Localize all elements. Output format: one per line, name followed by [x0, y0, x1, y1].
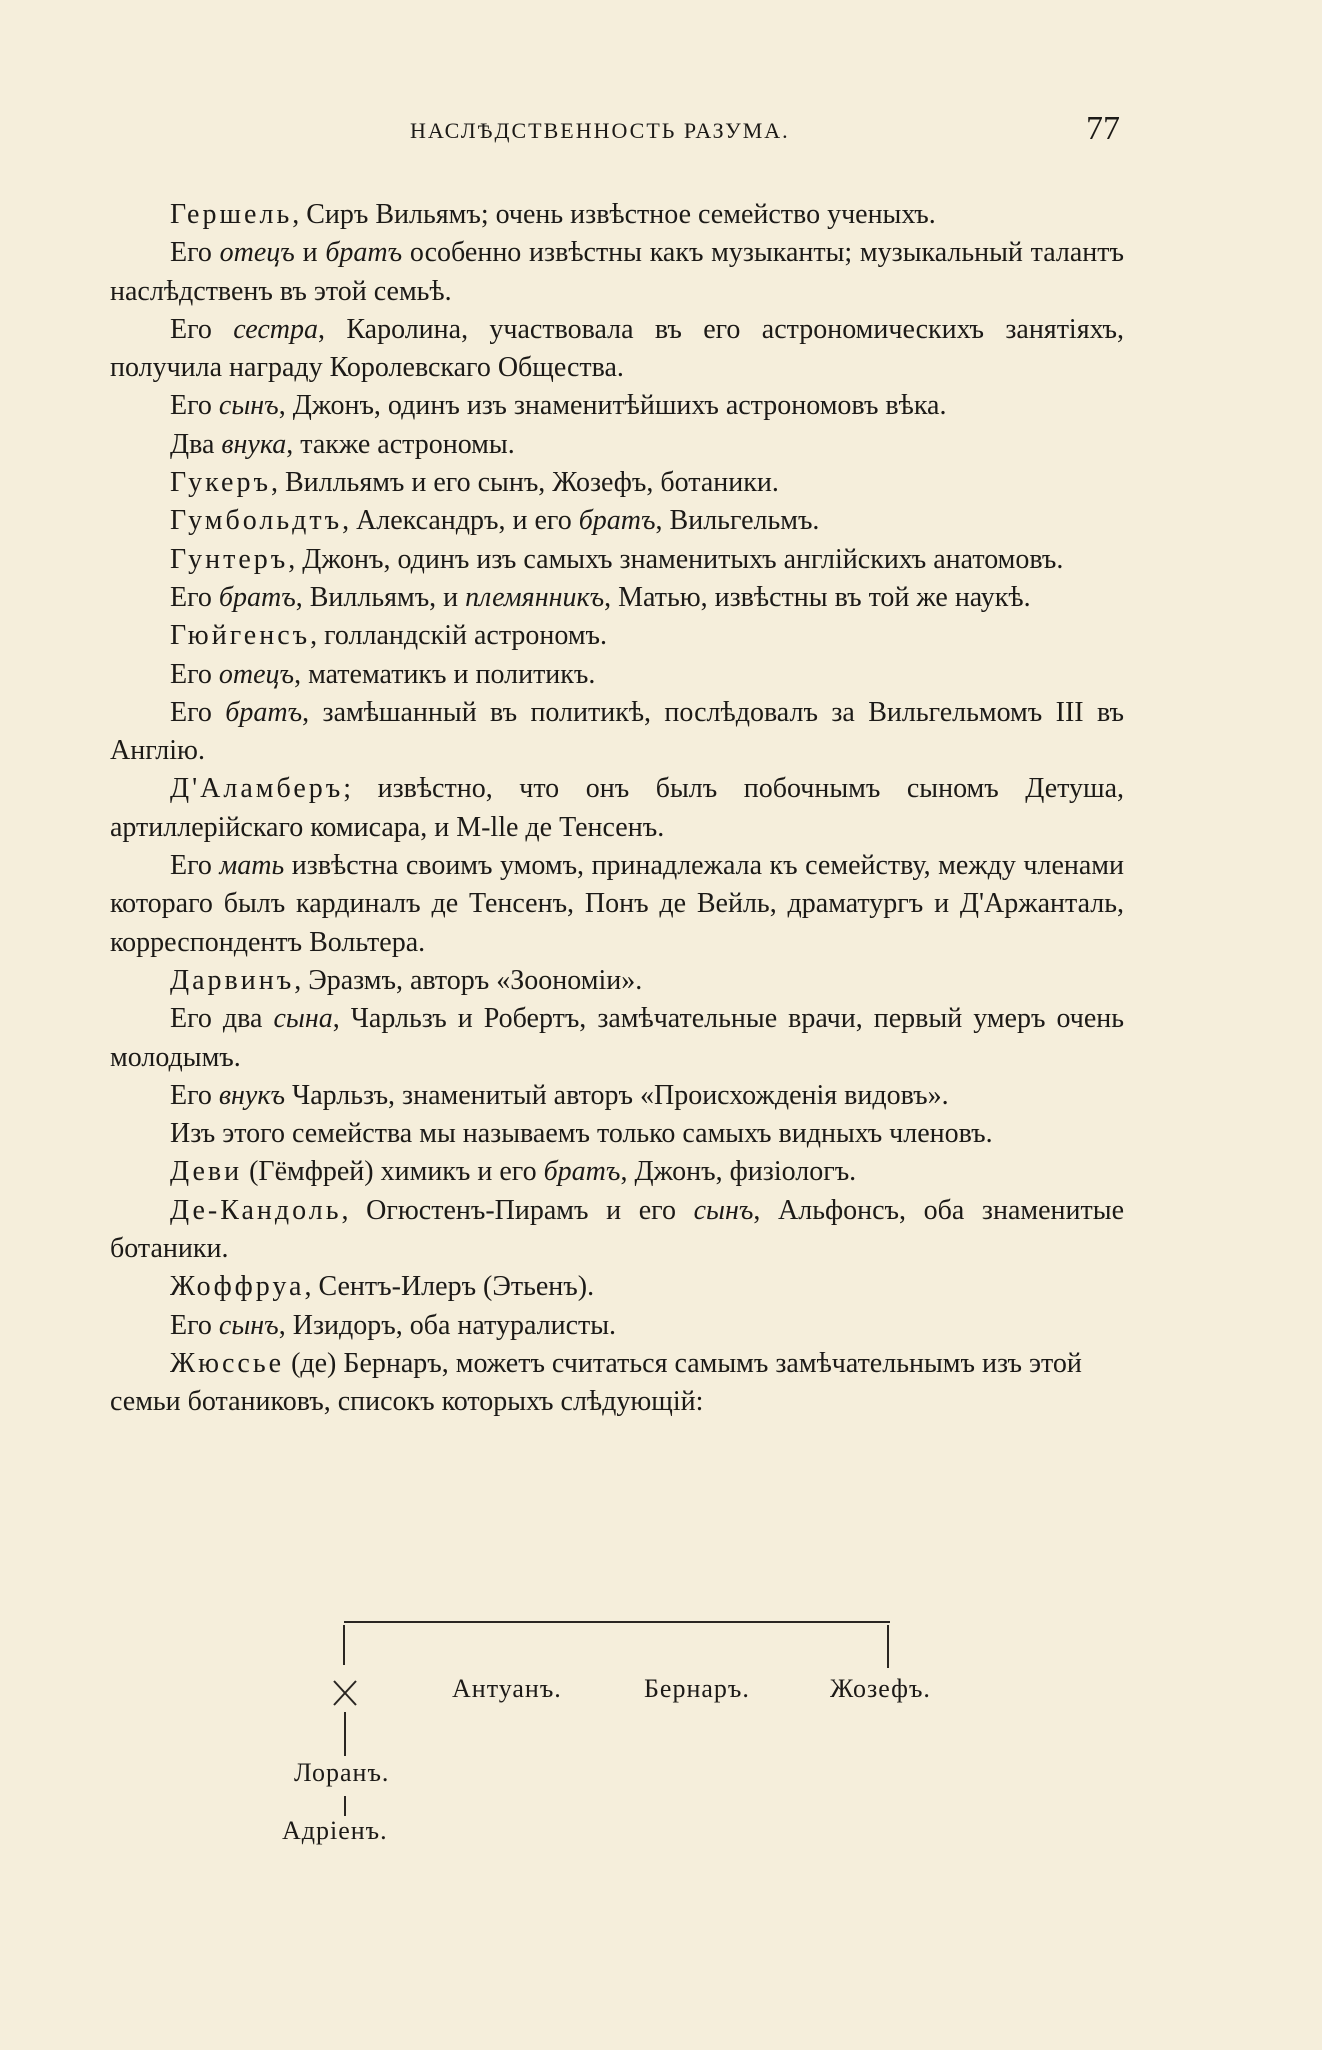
paragraph — [110, 847, 1124, 962]
spaced-name: Деви — [170, 1156, 243, 1188]
italic-emphasis: сынъ — [218, 1309, 279, 1341]
paragraph — [110, 1115, 1124, 1153]
text-run: Его — [170, 696, 226, 728]
paragraph — [110, 617, 1124, 655]
text-run: , Вилльямъ и его сынъ, Жозефъ, ботаники. — [270, 467, 779, 499]
text-run: Его — [170, 581, 219, 613]
italic-emphasis: сынъ — [218, 390, 279, 422]
text-run: , Вилльямъ, и — [295, 581, 466, 613]
paragraph — [110, 464, 1124, 502]
italic-emphasis: братъ — [325, 237, 403, 269]
text-run: Изъ этого семейства мы называемъ только самыхъ видныхъ членовъ. — [170, 1118, 993, 1150]
text-run: , Джонъ, физіологъ. — [620, 1156, 857, 1188]
tree-son-laurent: Лоранъ. — [294, 1758, 390, 1787]
spaced-name: Де-Кандоль — [170, 1194, 342, 1226]
paragraph — [110, 1000, 1124, 1077]
paragraph — [110, 656, 1124, 694]
tree-sibling-joseph: Жозефъ. — [830, 1674, 931, 1703]
spaced-name: Гюйгенсъ — [170, 620, 311, 652]
text-run: , Альфонсъ, оба знаменитые ботаники. — [110, 1194, 1124, 1265]
text-run: , Вильгельмъ. — [655, 505, 820, 537]
italic-emphasis: внука — [221, 428, 287, 460]
italic-emphasis: братъ — [578, 505, 656, 537]
paragraph — [110, 426, 1124, 464]
italic-emphasis: сынъ — [693, 1194, 754, 1226]
paragraph — [110, 387, 1124, 425]
text-run: , Джонъ, одинъ изъ самыхъ знаменитыхъ англійскихъ анатомовъ. — [288, 543, 1064, 575]
italic-emphasis: отецъ — [219, 237, 295, 269]
text-run: , также астрономы. — [286, 428, 515, 460]
text-run: Его — [170, 313, 234, 345]
text-run: , Эразмъ, авторъ «Зоономіи». — [294, 964, 643, 996]
text-run: , математикъ и политикъ. — [294, 658, 596, 690]
italic-emphasis: племянникъ — [465, 581, 605, 613]
text-run: Его — [170, 850, 220, 882]
paragraph — [110, 502, 1124, 540]
tree-sibling-bernard: Бернаръ. — [644, 1674, 750, 1703]
text-run: , голландскій астрономъ. — [310, 620, 608, 652]
paragraph — [110, 1307, 1124, 1345]
text-run: , Огюстенъ-Пирамъ и его — [341, 1194, 694, 1226]
text-run: ; извѣстно, что онъ былъ побочнымъ сыномъ Детуша, артиллерійскаго комисара, и M-lle де Тенсенъ. — [110, 773, 1124, 843]
paragraph — [110, 770, 1124, 847]
italic-emphasis: сестра — [233, 313, 318, 345]
text-run: (де) Бернаръ, можетъ считаться самымъ замѣчательнымъ изъ этой семьи ботаниковъ, списокъ которыхъ слѣдующій: — [110, 1347, 1082, 1418]
italic-emphasis: братъ — [218, 581, 296, 613]
spaced-name: Гумбольдтъ — [170, 505, 343, 537]
italic-emphasis: братъ — [543, 1156, 621, 1188]
text-run: , замѣшанный въ политикѣ, послѣдовалъ за Вильгельмомъ III въ Англію. — [110, 696, 1125, 767]
spaced-name: Гершель — [170, 199, 293, 230]
text-run: Два — [170, 428, 222, 460]
italic-emphasis: внукъ — [218, 1079, 285, 1111]
italic-emphasis: братъ — [225, 696, 303, 728]
paragraph — [110, 1153, 1124, 1191]
paragraph — [110, 234, 1124, 311]
text-run: , Изидоръ, оба натуралисты. — [278, 1309, 617, 1341]
spaced-name: Дарвинъ — [170, 964, 295, 996]
text-run: Его — [170, 658, 219, 690]
text-run: , Чарльзъ и Робертъ, замѣчательные врачи, первый умеръ очень молодымъ. — [110, 1003, 1124, 1073]
paragraph — [110, 1192, 1124, 1269]
italic-emphasis: сына — [273, 1003, 333, 1035]
spaced-name: Гукеръ — [170, 467, 271, 499]
paragraph — [110, 579, 1124, 617]
paragraph — [110, 196, 1124, 234]
paragraph — [110, 311, 1124, 388]
paragraph — [110, 694, 1124, 771]
text-run: Его — [170, 1079, 219, 1111]
text-run: , Сиръ Вильямъ; очень извѣстное семейство ученыхъ. — [292, 199, 936, 230]
paragraph — [110, 1268, 1124, 1306]
text-run: , Сентъ-Илеръ (Этьенъ). — [304, 1271, 595, 1303]
text-run: Его два — [170, 1003, 274, 1035]
italic-emphasis: отецъ — [218, 658, 295, 690]
page-number: 77 — [1086, 110, 1120, 147]
text-run: Его — [170, 237, 220, 269]
spaced-name: Жюссье — [170, 1347, 285, 1379]
text-run: , Джонъ, одинъ изъ знаменитѣйшихъ астрономовъ вѣка. — [278, 390, 947, 422]
paragraph — [110, 962, 1124, 1000]
running-title: НАСЛѢДСТВЕННОСТЬ РАЗУМА. — [410, 118, 790, 143]
tree-cross-mark — [334, 1681, 356, 1705]
text-run: , Каролина, участвовала въ его астрономическихъ занятіяхъ, получила награду Королевскаго Общества. — [110, 313, 1124, 384]
text-run: , Александръ, и его — [342, 505, 579, 537]
spaced-name: Д'Аламберъ — [170, 773, 344, 805]
text-run: извѣстна своимъ умомъ, принадлежала къ семейству, между членами котораго былъ кардиналъ де Тенсенъ, Понъ де Вейль, драматургъ и Д'Аржанталь, корреспондентъ Вольтера. — [110, 850, 1125, 958]
tree-cross-mark — [334, 1681, 356, 1705]
text-run: Чарльзъ, знаменитый авторъ «Происхожденія видовъ». — [285, 1079, 949, 1111]
tree-grandson-adrien: Адріенъ. — [282, 1816, 388, 1845]
paragraph — [110, 1077, 1124, 1115]
text-run: Его — [170, 390, 219, 422]
spaced-name: Жоффруа — [170, 1271, 305, 1303]
text-run: , Матью, извѣстны въ той же наукѣ. — [604, 581, 1031, 613]
tree-sibling-antoine: Антуанъ. — [452, 1674, 562, 1703]
paragraph — [110, 541, 1124, 579]
body-text — [110, 196, 1124, 1422]
paragraph — [110, 1345, 1124, 1422]
text-run: особенно извѣстны какъ музыканты; музыкальный талантъ наслѣдственъ въ этой семьѣ. — [110, 237, 1124, 307]
italic-emphasis: мать — [219, 850, 285, 882]
text-run: и — [294, 237, 326, 269]
text-run: (Гёмфрей) химикъ и его — [242, 1156, 544, 1188]
spaced-name: Гунтеръ — [170, 543, 289, 575]
text-run: Его — [170, 1309, 219, 1341]
